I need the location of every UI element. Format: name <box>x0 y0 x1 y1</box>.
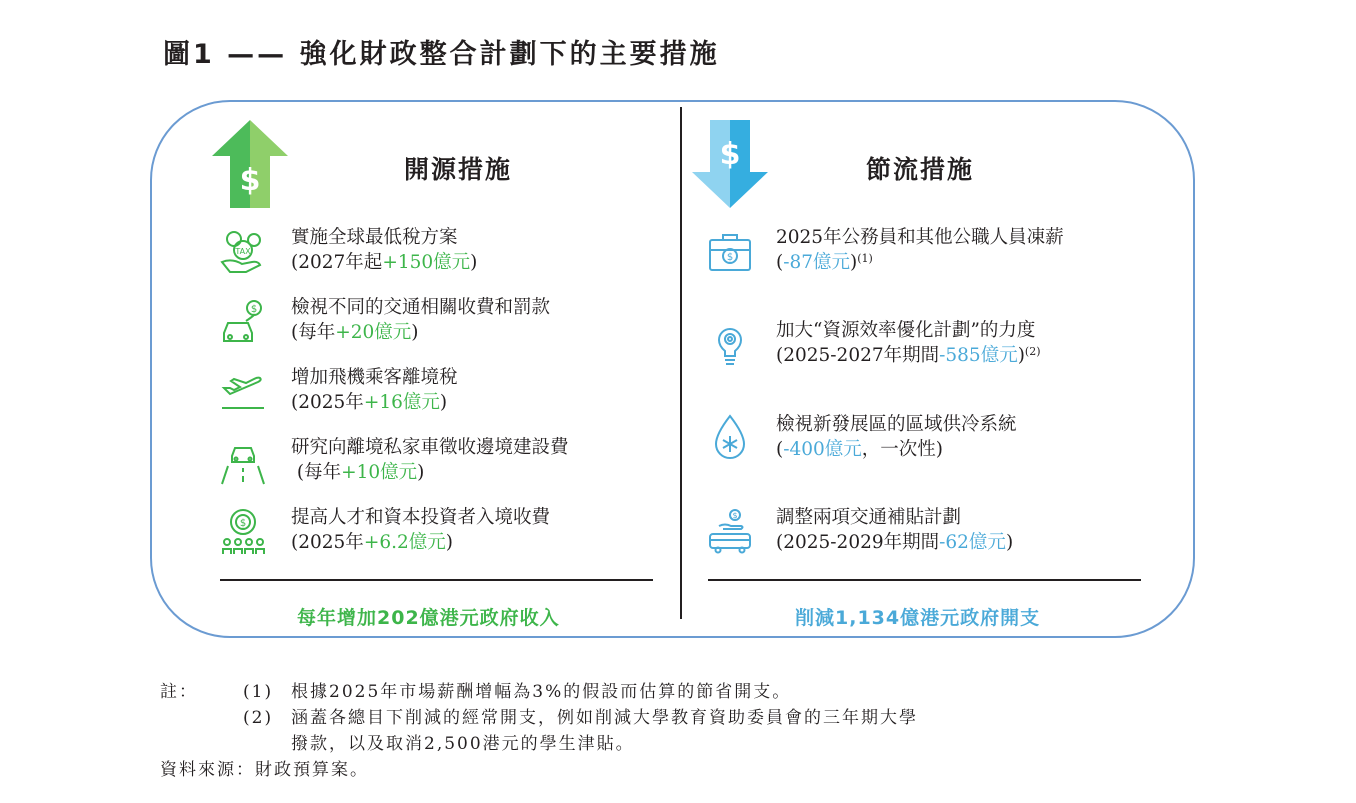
bus-hand-dollar-icon <box>705 506 755 556</box>
revenue-item-4-value: +10億元 <box>341 462 418 483</box>
expenditure-item-2-value: -585億元 <box>939 345 1018 366</box>
car-road-icon <box>218 436 268 486</box>
expenditure-item-2-name: 加大“資源效率優化計劃”的力度 <box>776 320 1036 341</box>
column-divider <box>680 107 682 619</box>
note-1-number: (1) <box>243 682 274 702</box>
lightbulb-gear-icon <box>705 318 755 368</box>
expenditure-item-3-value: -400億元 <box>783 439 862 460</box>
revenue-item-2-value: +20億元 <box>335 322 412 343</box>
svg-text:$: $ <box>250 304 258 315</box>
notes-label: 註： <box>160 682 198 702</box>
footnote-ref-1: (1) <box>857 252 873 265</box>
revenue-item-5-name: 提高人才和資本投資者入境收費 <box>291 507 551 528</box>
revenue-item-4-name: 研究向離境私家車徵收邊境建設費 <box>291 437 569 458</box>
airplane-takeoff-icon <box>218 366 268 416</box>
expenditure-item-1-name: 2025年公務員和其他公職人員凍薪 <box>776 227 1064 248</box>
svg-text:$: $ <box>732 511 738 520</box>
svg-text:$: $ <box>726 252 734 263</box>
expenditure-total: 削減1,134億港元政府開支 <box>795 607 1041 629</box>
revenue-item-3-name: 增加飛機乘客離境稅 <box>291 367 458 388</box>
svg-text:$: $ <box>719 137 741 172</box>
expenditure-item-4-name: 調整兩項交通補貼計劃 <box>776 507 962 528</box>
water-drop-snowflake-icon <box>705 412 755 462</box>
expenditure-measures-header: 節流措施 <box>866 155 975 184</box>
note-2-text-line-2: 撥款，以及取消2,500港元的學生津貼。 <box>291 734 635 754</box>
people-dollar-icon <box>218 506 268 556</box>
dollar-up-arrow-icon <box>210 118 290 210</box>
svg-text:$: $ <box>239 518 247 529</box>
note-1-text: 根據2025年市場薪酬增幅為3%的假設而估算的節省開支。 <box>291 682 792 702</box>
note-2-text-line-1: 涵蓋各總目下削減的經常開支，例如削減大學教育資助委員會的三年期大學 <box>291 708 918 728</box>
note-2-number: (2) <box>243 708 274 728</box>
page-title: 圖1 —— 強化財政整合計劃下的主要措施 <box>163 39 720 70</box>
svg-text:$: $ <box>239 163 261 198</box>
expenditure-item-1-value: -87億元 <box>783 252 851 273</box>
revenue-item-2-name: 檢視不同的交通相關收費和罰款 <box>291 297 551 318</box>
svg-text:TAX: TAX <box>235 247 251 256</box>
expenditure-total-rule <box>708 579 1141 581</box>
expenditure-item-3-name: 檢視新發展區的區域供冷系統 <box>776 414 1017 435</box>
revenue-item-5-value: +6.2億元 <box>363 532 446 553</box>
tax-coins-hand-icon <box>218 226 268 276</box>
briefcase-dollar-icon <box>705 226 755 276</box>
revenue-total-rule <box>220 579 653 581</box>
car-dollar-icon <box>218 297 268 347</box>
dollar-down-arrow-icon <box>690 118 770 210</box>
footnote-ref-2: (2) <box>1024 345 1041 358</box>
revenue-item-1-name: 實施全球最低稅方案 <box>291 227 458 248</box>
expenditure-item-4-value: -62億元 <box>939 532 1006 553</box>
revenue-item-1-value: +150億元 <box>382 252 471 273</box>
source-note: 資料來源：財政預算案。 <box>160 760 369 780</box>
revenue-item-3-value: +16億元 <box>363 392 440 413</box>
revenue-measures-header: 開源措施 <box>404 155 513 184</box>
revenue-total: 每年增加202億港元政府收入 <box>297 607 560 629</box>
